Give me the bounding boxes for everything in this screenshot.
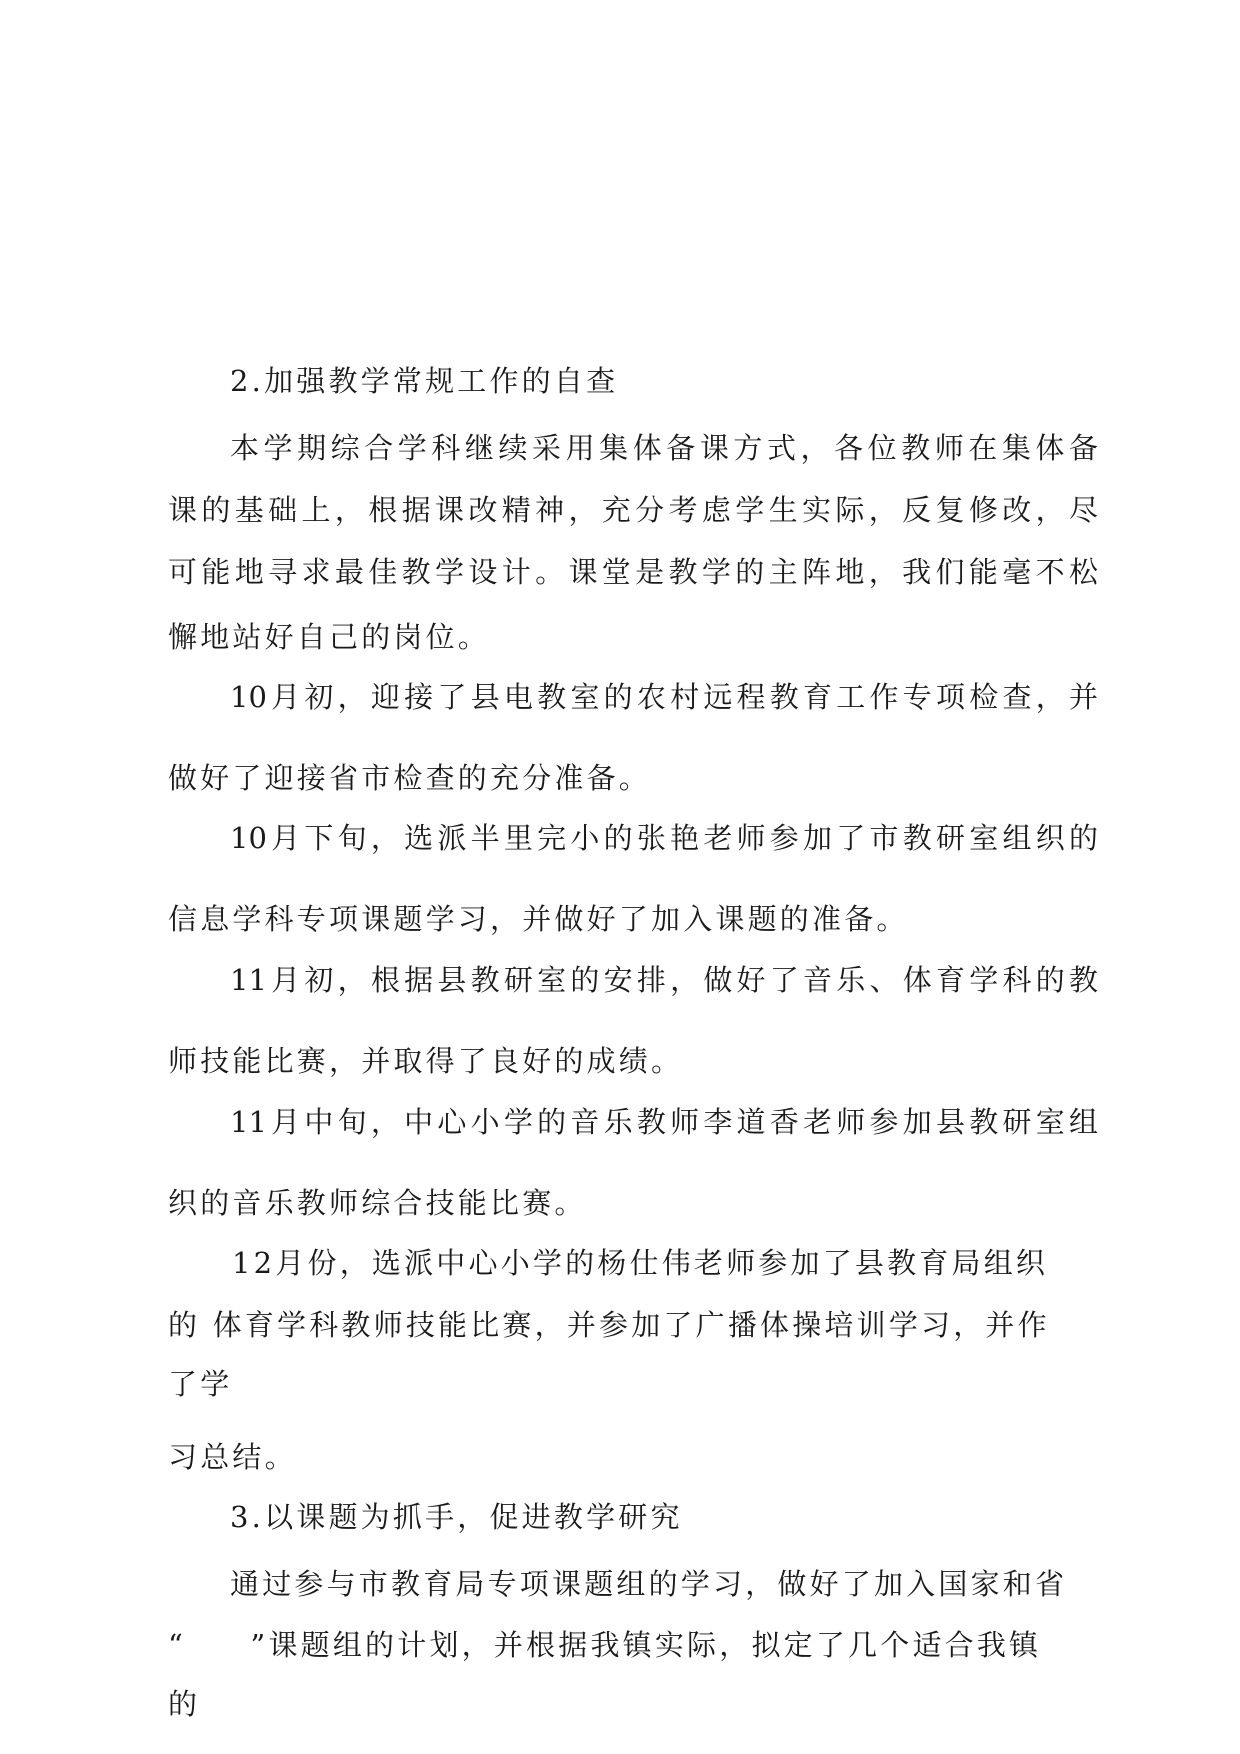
- paragraph-line: 11月初，根据县教研室的安排，做好了音乐、体育学科的教: [230, 963, 1098, 997]
- paragraph-line: 了学: [168, 1367, 233, 1401]
- paragraph-line: 习总结。: [168, 1440, 297, 1474]
- paragraph-line: 信息学科专项课题学习，并做好了加入课题的准备。: [168, 902, 909, 936]
- paragraph-line: 懈地站好自己的岗位。: [168, 620, 491, 654]
- paragraph-line: 11月中旬，中心小学的音乐教师李道香老师参加县教研室组: [230, 1105, 1098, 1139]
- paragraph-line: 10月下旬，选派半里完小的张艳老师参加了市教研室组织的: [230, 821, 1098, 855]
- paragraph-line: 的 体育学科教师技能比赛，并参加了广播体操培训学习，并作: [168, 1308, 1050, 1342]
- section-heading-3: 3.以课题为抓手，促进教学研究: [230, 1500, 683, 1534]
- paragraph-line: 师技能比赛，并取得了良好的成绩。: [168, 1044, 684, 1078]
- paragraph-line: 的: [168, 1687, 201, 1721]
- paragraph-line: 10月初，迎接了县电教室的农村远程教育工作专项检查，并: [230, 680, 1098, 714]
- paragraph-line: “ ”课题组的计划，并根据我镇实际，拟定了几个适合我镇: [168, 1628, 1042, 1662]
- paragraph-line: 本学期综合学科继续采用集体备课方式，各位教师在集体备: [230, 431, 1098, 465]
- paragraph-line: 12月份，选派中心小学的杨仕伟老师参加了县教育局组织: [232, 1246, 1049, 1280]
- paragraph-line: 课的基础上，根据课改精神，充分考虑学生实际，反复修改，尽: [168, 493, 1098, 527]
- paragraph-line: 可能地寻求最佳教学设计。课堂是教学的主阵地，我们能毫不松: [168, 555, 1098, 589]
- paragraph-line: 通过参与市教育局专项课题组的学习，做好了加入国家和省: [230, 1567, 1068, 1601]
- paragraph-line: 做好了迎接省市检查的充分准备。: [168, 761, 652, 795]
- paragraph-line: 织的音乐教师综合技能比赛。: [168, 1186, 587, 1220]
- section-heading-2: 2.加强教学常规工作的自查: [230, 364, 619, 398]
